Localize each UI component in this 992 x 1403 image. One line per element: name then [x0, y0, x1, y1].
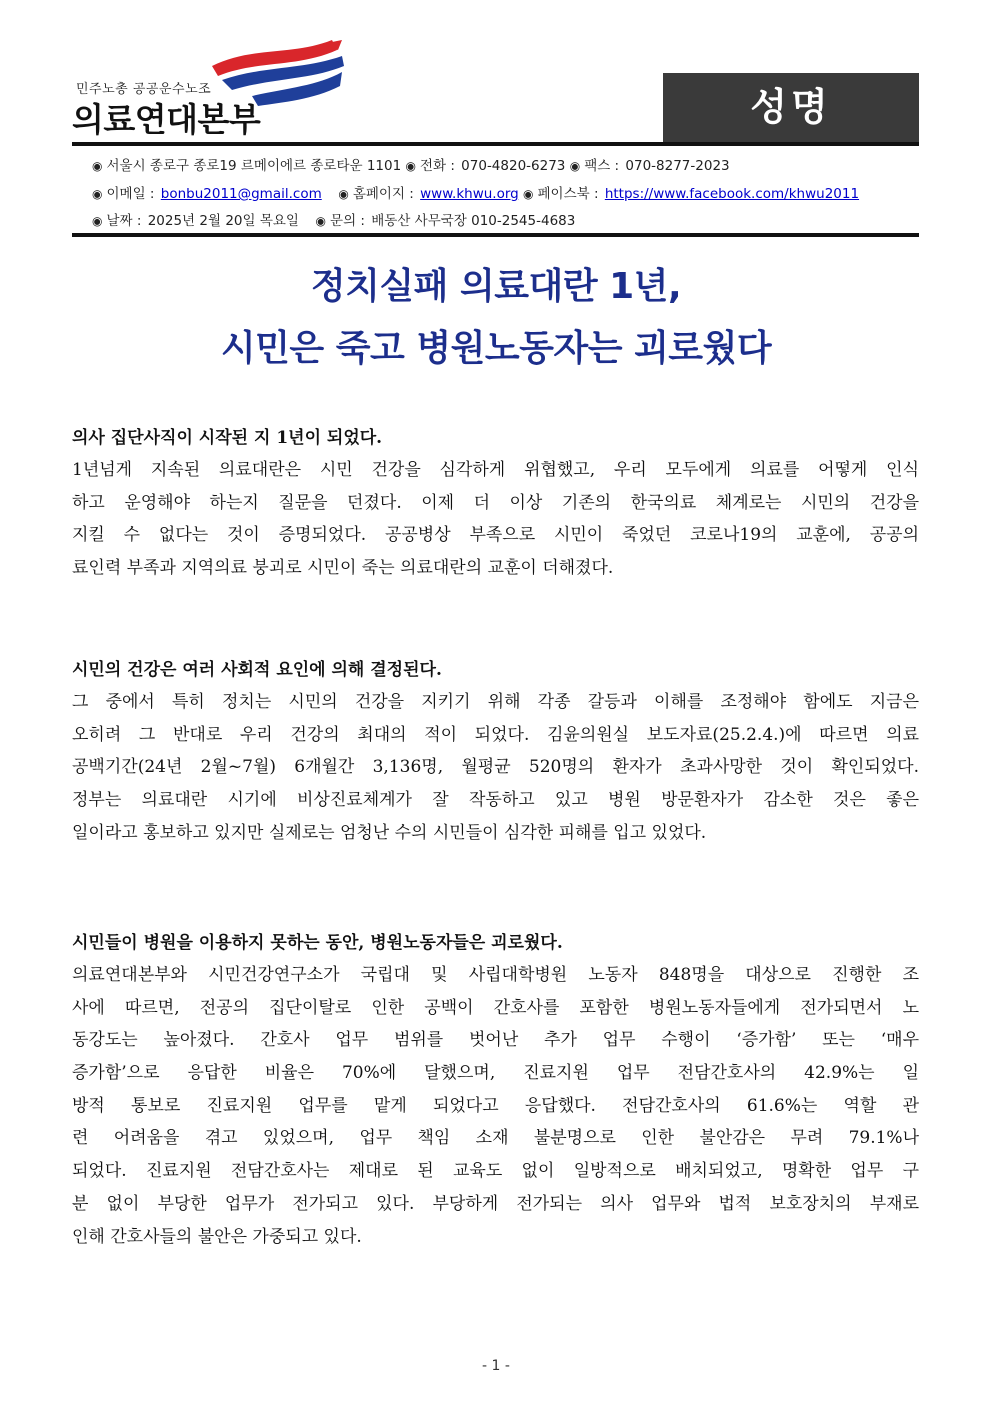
body-line: 하고 운영해야 하는지 질문을 던졌다. 이제 더 이상 기존의 한국의료 체계로는 시민의 건강을	[72, 492, 919, 513]
address: 서울시 종로구 종로19 르메이에르 종로타운 1101	[106, 158, 402, 174]
bullet-icon: ◉	[523, 187, 534, 201]
org-logo	[72, 36, 352, 139]
info-line-address	[92, 154, 730, 174]
bullet-icon: ◉	[338, 187, 349, 201]
page-title-line-1: 정치실패 의료대란 1년,	[310, 266, 682, 307]
page-title-line-2: 시민은 죽고 병원노동자는 괴로웠다	[220, 328, 772, 369]
bullet-icon: ◉	[569, 159, 581, 173]
facebook-label: 페이스북 :	[537, 186, 599, 202]
section-3	[72, 927, 919, 1253]
phone-number: 070-4820-6273	[461, 158, 566, 174]
document-type-badge: 성명	[663, 73, 919, 142]
body-line: 방적 통보로 진료지원 업무를 맡게 되었다고 응답했다. 전담간호사의 61.6%는 역할 관	[72, 1095, 919, 1116]
section-heading: 시민들이 병원을 이용하지 못하는 동안, 병원노동자들은 괴로웠다.	[72, 933, 563, 953]
body-line: 련 어려움을 겪고 있었으며, 업무 책임 소재 불분명으로 인한 불안감은 무려 79.1%나	[72, 1128, 919, 1149]
body-line: 그 중에서 특히 정치는 시민의 건강을 지키기 위해 각종 갈등과 이해를 조정해야 함에도 지금은	[72, 692, 919, 712]
bullet-icon: ◉	[92, 159, 103, 173]
body-line: 사에 따르면, 전공의 집단이탈로 인한 공백이 간호사를 포함한 병원노동자들에게 전가되면서 노	[72, 997, 919, 1018]
org-union-label: 민주노총 공공운수노조	[76, 82, 212, 97]
phone-label: 전화 :	[419, 158, 455, 174]
section-heading: 의사 집단사직이 시작된 지 1년이 되었다.	[72, 428, 383, 448]
body-line: 1년넘게 지속된 의료대란은 시민 건강을 심각하게 위협했고, 우리 모두에게 의료를 어떻게 인식	[72, 460, 919, 480]
section-2	[72, 654, 919, 849]
fax-number: 070-8277-2023	[625, 158, 730, 174]
body-line: 정부는 의료대란 시기에 비상진료체계가 잘 작동하고 있고 병원 방문환자가 감소한 것은 좋은	[72, 790, 919, 811]
body-line: 공백기간(24년 2월~7월) 6개월간 3,136명, 월평균 520명의 환자가 초과사망한 것이 확인되었다.	[72, 757, 919, 778]
bullet-icon: ◉	[92, 214, 103, 228]
bullet-icon: ◉	[405, 159, 416, 173]
body-line: 인해 간호사들의 불안은 가중되고 있다.	[72, 1226, 362, 1247]
fax-label: 팩스 :	[584, 158, 620, 174]
page-number: - 1 -	[482, 1358, 510, 1374]
contact-value: 배동산 사무국장 010-2545-4683	[371, 213, 576, 229]
section-heading: 시민의 건강은 여러 사회적 요인에 의해 결정된다.	[72, 660, 442, 680]
body-line: 료인력 부족과 지역의료 붕괴로 시민이 죽는 의료대란의 교훈이 더해졌다.	[72, 558, 614, 579]
section-1	[72, 422, 919, 585]
date-label: 날짜 :	[106, 213, 142, 229]
body-line: 오히려 그 반대로 우리 건강의 최대의 적이 되었다. 김윤의원실 보도자료(25.2.4.)에 따르면 의료	[72, 724, 919, 745]
contact-label: 문의 :	[330, 213, 365, 229]
date-value: 2025년 2월 20일 목요일	[147, 213, 299, 229]
header-rule-top	[72, 142, 919, 146]
body-line: 증가함’으로 응답한 비율은 70%에 달했으며, 진료지원 업무 전담간호사의 42.9%는 일	[72, 1063, 919, 1084]
homepage-link[interactable]: www.khwu.org	[420, 186, 519, 202]
bullet-icon: ◉	[315, 214, 327, 228]
facebook-link[interactable]: https://www.facebook.com/khwu2011	[604, 186, 860, 202]
email-link[interactable]: bonbu2011@gmail.com	[160, 186, 322, 202]
info-line-contacts	[92, 182, 859, 202]
body-line: 되었다. 진료지원 전담간호사는 제대로 된 교육도 없이 일방적으로 배치되었고, 명확한 업무 구	[72, 1161, 919, 1182]
homepage-label: 홈페이지 :	[352, 186, 414, 202]
body-line: 일이라고 홍보하고 있지만 실제로는 엄청난 수의 시민들이 심각한 피해를 입고 있었다.	[72, 822, 707, 843]
org-name: 의료연대본부	[72, 100, 261, 139]
bullet-icon: ◉	[92, 187, 103, 201]
body-line: 분 없이 부당한 업무가 전가되고 있다. 부당하게 전가되는 의사 업무와 법적 보호장치의 부재로	[72, 1193, 919, 1214]
body-line: 지킬 수 없다는 것이 증명되었다. 공공병상 부족으로 시민이 죽었던 코로나19의 교훈에, 공공의	[72, 525, 919, 546]
body-line: 의료연대본부와 시민건강연구소가 국립대 및 사립대학병원 노동자 848명을 대상으로 진행한 조	[72, 965, 919, 985]
body-line: 동강도는 높아졌다. 간호사 업무 범위를 벗어난 추가 업무 수행이 ‘증가함’ 또는 ‘매우	[72, 1030, 919, 1051]
header-rule-bottom	[72, 233, 919, 237]
info-line-date	[92, 209, 575, 229]
email-label: 이메일 :	[106, 186, 155, 202]
